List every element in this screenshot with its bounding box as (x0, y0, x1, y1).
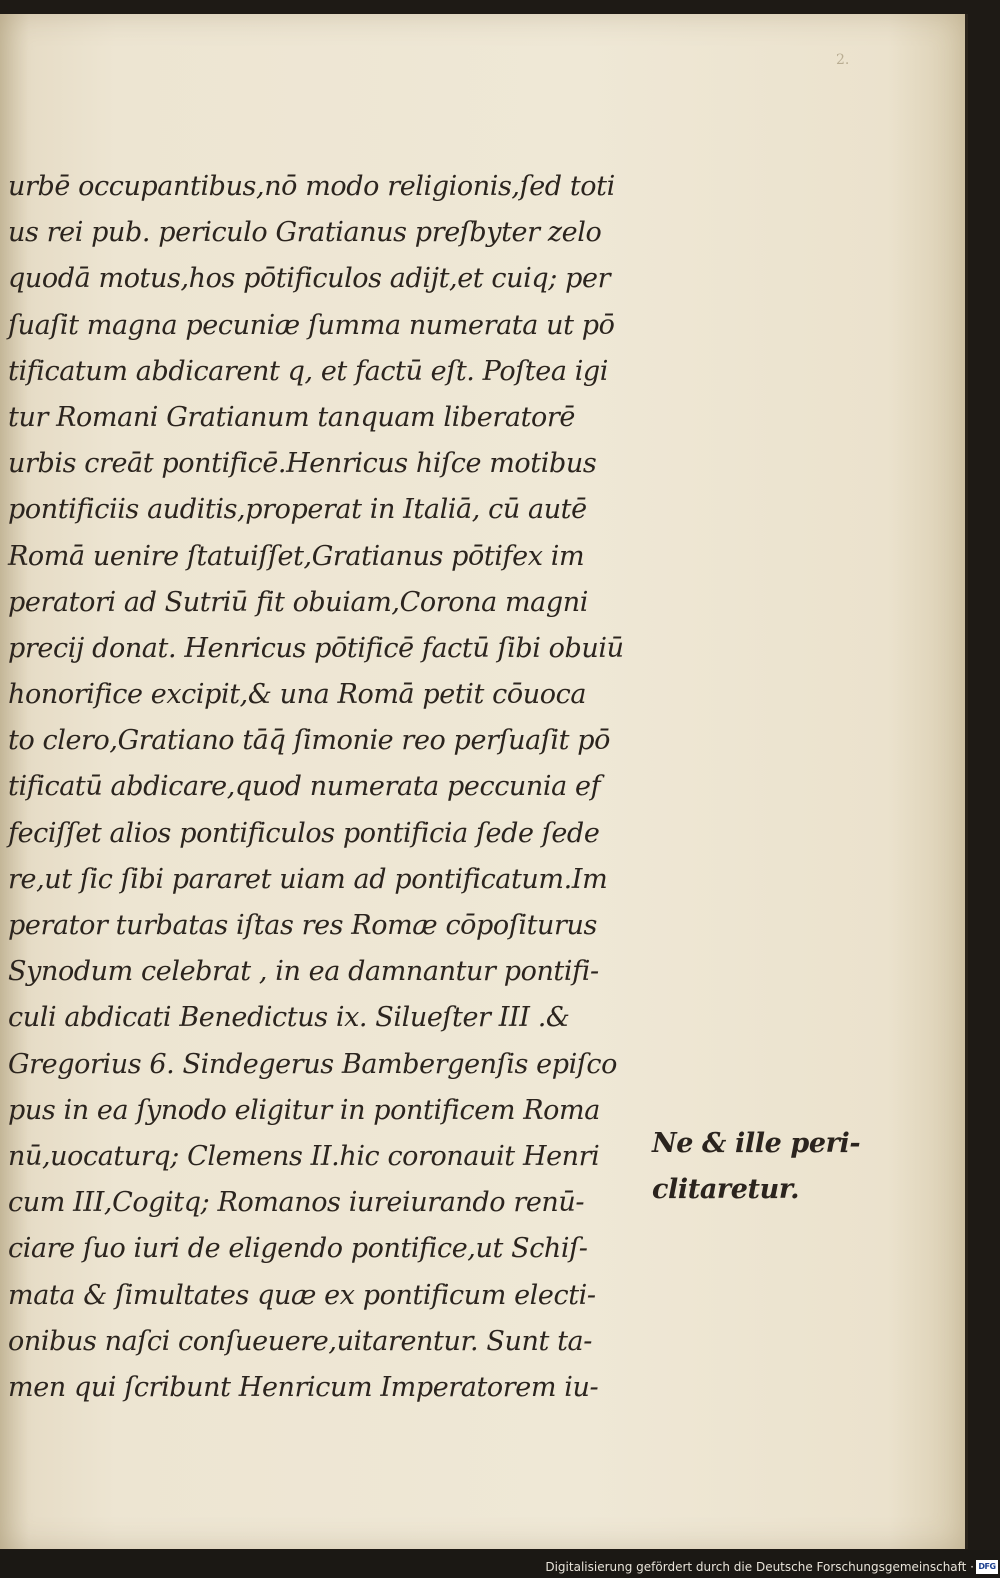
text-line: re,ut ſic ſibi pararet uiam ad pontificatum.Im (8, 863, 608, 895)
digitization-credit: Digitalisierung gefördert durch die Deutsche Forschungsgemeinschaft · (545, 1560, 974, 1574)
body-text (8, 164, 648, 1411)
text-line: pus in ea ſynodo eligitur in pontificem Roma (8, 1094, 600, 1126)
text-line: feciſſet alios pontificulos pontificia ſede ſede (8, 817, 600, 849)
text-line: tificatum abdicarent q, et factū eſt. Poſtea igi (8, 355, 609, 387)
text-line: urbis creāt pontificē.Henricus hiſce motibus (8, 448, 597, 480)
text-line: tur Romani Gratianum tanquam liberatorē (8, 401, 575, 433)
text-line: onibus naſci conſueuere,uitarentur. Sunt ta- (8, 1325, 592, 1357)
text-line: Romā uenire ſtatuiſſet,Gratianus pōtifex im (8, 540, 585, 572)
marginal-note-line: Ne & ille peri- (652, 1128, 861, 1159)
text-line: men qui ſcribunt Henricum Imperatorem iu- (8, 1371, 599, 1403)
text-line: ciare ſuo iuri de eligendo pontifice,ut Schiſ- (8, 1233, 588, 1265)
book-page (0, 14, 968, 1549)
text-line: pontificiis auditis,properat in Italiā, cū autē (8, 494, 587, 526)
text-line: tificatū abdicare,quod numerata peccunia ef (8, 771, 601, 803)
text-line: nū,uocaturq; Clemens II.hic coronauit Henri (8, 1140, 600, 1172)
text-line: mata & ſimultates quæ ex pontificum electi- (8, 1279, 596, 1311)
text-line: perator turbatas iſtas res Romæ cōpoſiturus (8, 910, 597, 941)
marginal-note-line: clitaretur. (652, 1174, 800, 1205)
text-line: to clero,Gratiano tāq̄ ſimonie reo perſuaſit pō (8, 725, 611, 757)
text-line: quodā motus,hos pōtificulos adijt,et cuiq; per (8, 263, 611, 295)
text-line: honorifice excipit,& una Romā petit cōuoca (8, 679, 587, 711)
text-line: cum III,Cogitq; Romanos iureiurando renū- (8, 1187, 585, 1219)
text-line: peratori ad Sutriū fit obuiam,Corona magni (8, 586, 588, 618)
marginal-note (652, 1121, 882, 1213)
text-line: ſuaſit magna pecuniæ ſumma numerata ut pō (8, 309, 615, 341)
text-line: culi abdicati Benedictus ix. Silueſter III .& (8, 1002, 570, 1034)
folio-mark: 2. (836, 52, 850, 68)
text-line: Synodum celebrat , in ea damnantur pontifi- (8, 956, 599, 988)
text-line: Gregorius 6. Sindegerus Bambergenſis epiſco (8, 1048, 617, 1080)
text-line: precij donat. Henricus pōtificē factū ſibi obuiū (8, 632, 624, 664)
text-line: us rei pub. periculo Gratianus preſbyter zelo (8, 217, 602, 249)
dfg-logo: DFG (976, 1560, 998, 1574)
text-line: urbē occupantibus,nō modo religionis,ſed toti (8, 171, 615, 202)
